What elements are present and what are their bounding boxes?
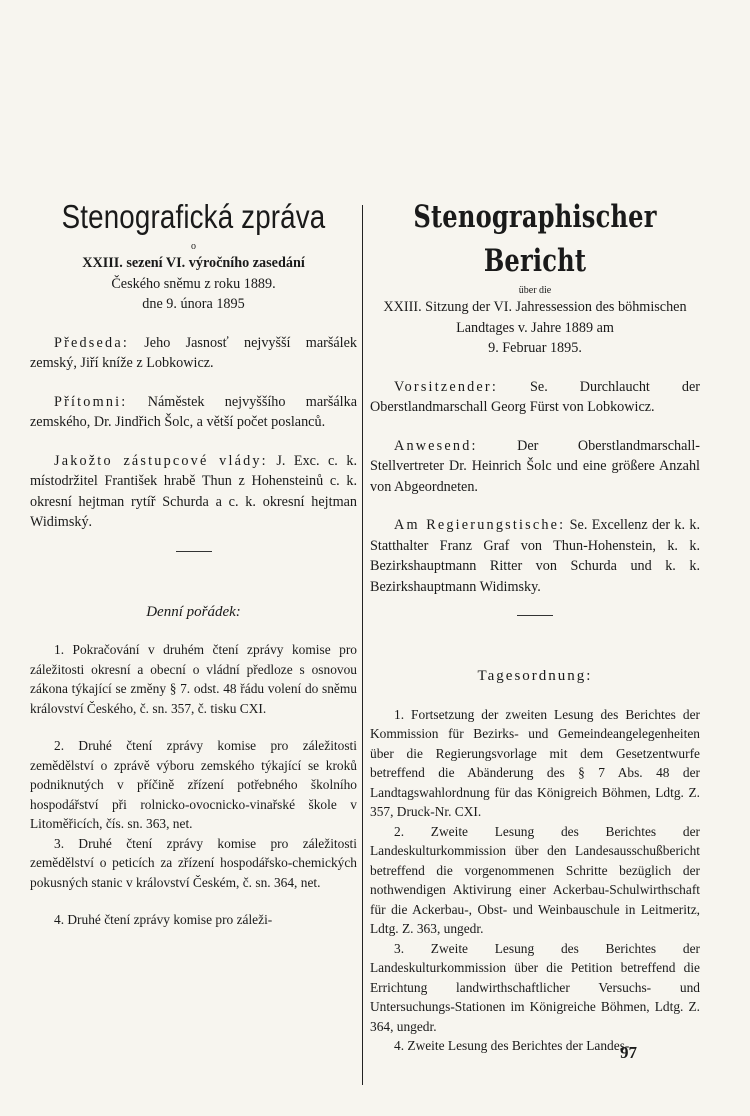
czech-chair-text: Jeho Jasnosť nejvyšší maršálek zemský, Jiří kníže z Lobkowicz. [30, 334, 358, 371]
czech-sub: o [191, 241, 196, 252]
german-chair [370, 377, 700, 418]
czech-column [30, 195, 357, 930]
czech-agenda-item-3: 3. Druhé čtení zprávy komise pro záležitosti zemědělství o peticích za zřízení hospodářsko-chemických pokusných stanic v království Českém, č. sn. 364, net. [30, 835, 357, 890]
german-chair-text: Se. Durchlaucht der Oberstlandmarschall Georg Fürst von Lobkowicz. [370, 378, 700, 415]
german-agenda-item-2: 2. Zweite Lesung des Berichtes der Landeskulturkommission über den Landesausschußbericht betreffend die vorgenommenen Schritte bezüglich der nothwendigen Aktivirung einer Ackerbau-Schulwirthschaft für die Ackerbau-, Obst- und Weinbauschule in Leitmeritz, Ldtg. Z. 363, ungedr. [370, 823, 700, 936]
czech-government-label: Jakožto zástupcové vlády: [54, 452, 268, 469]
czech-chair-label: Předseda: [54, 334, 129, 351]
czech-agenda-item-4: 4. Druhé čtení zprávy komise pro záleži- [54, 912, 273, 927]
czech-government [30, 451, 357, 533]
czech-session-line: XXIII. sezení VI. výročního zasedání [82, 255, 305, 271]
czech-separator [176, 551, 212, 552]
german-government-label: Am Regierungstische: [394, 517, 566, 533]
czech-date-line: dne 9. února 1895 [142, 296, 245, 312]
czech-agenda-heading: Denní pořádek: [146, 603, 241, 620]
german-date-line: 9. Februar 1895. [488, 340, 582, 356]
german-present-text: Der Oberstlandmarschall-Stellvertreter Dr. Heinrich Šolc und eine größere Anzahl von Abgeordneten. [370, 437, 700, 495]
german-title: Stenographischer Bericht [413, 199, 657, 279]
german-agenda-item-4: 4. Zweite Lesung des Berichtes der Landes- [394, 1038, 630, 1053]
german-sub: über die [518, 285, 552, 296]
german-session-line: XXIII. Sitzung der VI. Jahressession des böhmischen Landtages v. Jahre 1889 am [383, 299, 687, 336]
german-separator [517, 615, 553, 616]
german-chair-label: Vorsitzender: [394, 378, 498, 395]
czech-title: Stenografická zpráva [61, 198, 326, 235]
czech-present-label: Přítomni: [54, 393, 128, 410]
czech-government-text: J. Exc. c. k. místodržitel František hrabě Thun z Hohensteinů c. k. okresní hejtman rytíř Schurda a c. k. okresní hejtman Widimský. [30, 452, 357, 530]
german-agenda-item-1: 1. Fortsetzung der zweiten Lesung des Berichtes der Kommission für Bezirks- und Gemeindeangelegenheiten über die Regierungsvorlage mit dem Gesetzentwurfe betreffend die Abänderung des § 7 Abs. 48 der Landtagswahlordnung für das Königreich Böhmen, Ldtg. Z. 357, Druck-Nr. CXI. [370, 706, 700, 819]
czech-year-line: Českého sněmu z roku 1889. [111, 275, 276, 292]
czech-agenda-item-2: 2. Druhé čtení zprávy komise pro záležitosti zemědělství o zprávě výboru zemského týkající se kroků podniknutých v příčině zřízení potřebného školního hospodářství při rolnicko-ovocnicko-vinařské škole v Litoměřicích, čís. sn. 363, net. [30, 738, 357, 831]
page-number: 97 [620, 1043, 637, 1062]
czech-agenda-item-1: 1. Pokračování v druhém čtení zprávy komise pro záležitosti okresní a obecní o vládní předloze s osnovou zákona týkající se změny § 7. odst. 48 řádu volení do sněmu království Českého, č. sn. 357, č. tisku CXI. [30, 642, 357, 716]
german-present-label: Anwesend: [394, 437, 478, 454]
german-present [370, 436, 700, 498]
german-agenda-heading: Tagesordnung: [477, 668, 593, 684]
czech-present [30, 392, 357, 433]
column-divider [362, 205, 363, 1085]
german-agenda-item-3: 3. Zweite Lesung des Berichtes der Landeskulturkommission über die Petition betreffend die Errichtung landwirthschaftlicher Versuchs- und Untersuchungs-Stationen im Königreiche Böhmen, Ldtg. Z. 364, ungedr. [370, 940, 700, 1034]
czech-chair [30, 333, 357, 374]
german-government [370, 515, 700, 597]
czech-present-text: Náměstek nejvyššího maršálka zemského, Dr. Jindřich Šolc, a větší počet poslanců. [30, 393, 357, 430]
german-column [370, 195, 700, 1056]
german-government-text: Se. Excellenz der k. k. Statthalter Franz Graf von Thun-Hohenstein, k. k. Bezirkshauptmann Ritter von Schurda und k. k. Bezirkshauptmann Widimsky. [370, 517, 701, 595]
